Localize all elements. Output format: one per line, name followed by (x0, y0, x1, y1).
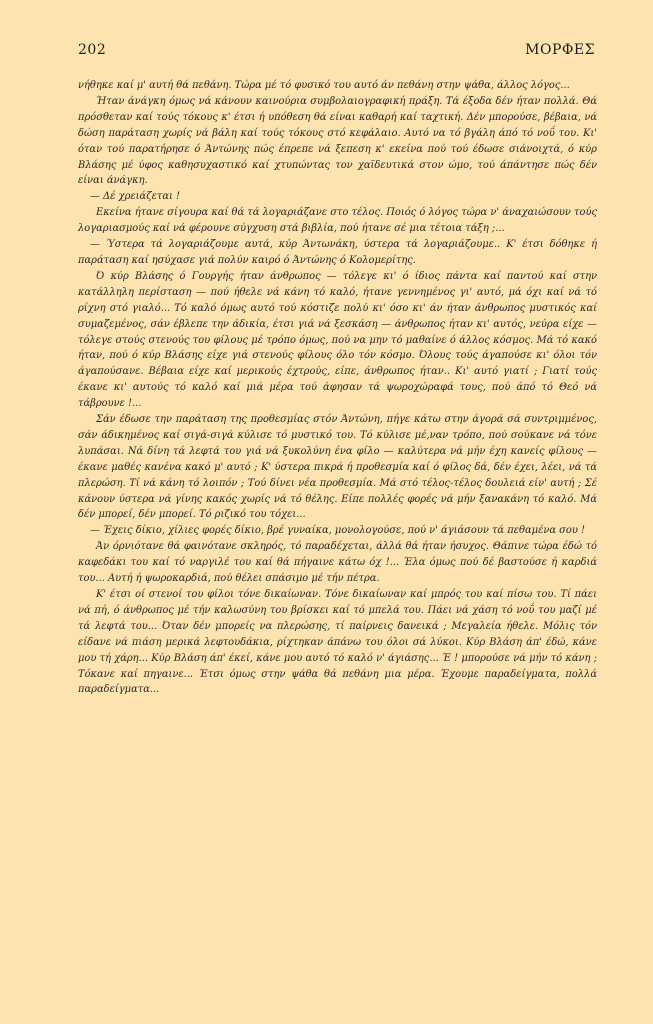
page-header (78, 42, 595, 58)
body-text (78, 78, 597, 698)
paragraph: Ό κύρ Βλάσης ό Γουργής ήταν άνθρωπος — τόλεγε κι' ό ίδιος πάντα καί παντού καί στην κατάλληλη περίσταση — πού ήθελε νά κάνη τό καλό, ήτανε γεννημένος γι' αυτό, μά όχι καί νά τό ρίχνη στό γιαλό... Τό καλό όμως αυτό τού κόστιζε πολύ κι' όσο κι' άν ήταν άνθρωπος μυστικός καί συμαζεμένος, σάν έβλεπε την άδικία, έτσι γιά νά ξεσκάση — άνθρωπος ήταν κι' αυτός, νεύρα είχε — τόλεγε στούς στενούς του φίλους μέ τρόπο όμως, πού να μην τό μαθαίνε ό άλλος κόσμος. Μά τό κακό ήταν, πού ό κύρ Βλάσης είχε γιά στενούς φίλους όλο τόν κόσμο. Όλους τούς άγαπούσε κι' όλοι τόν άγαπούσανε. Βέβαια είχε καί μερικούς έχτρούς, είπε, άνθρωπος ήταν.. Κι' αυτό γιατί ; Γιατί τούς έκανε κι' αυτούς τό καλό καί μιά μέρα τού άφησαν τά ψωροχώραφά τους, πού άπό τό Θεό νά τάβρουνε !... (78, 270, 597, 410)
paragraph: Σάν έδωσε την παράταση της προθεσμίας στόν Άντώνη, πήγε κάτω στην άγορά σά συντριμμένος, σάν άδικημένος καί σιγά-σιγά κύλισε τό μυστικό του. Τό κύλισε μέ,ναν τρόπο, πού σούκανε νά τόνε λυπάσαι. Νά δίνη τά λεφτά του γιά νά ξυκολύνη ένα φίλο — καλύτερα νά μήν έχη κανείς φίλους — έκανε μαθές κανένα κακό μ' αυτό ; Κ' ύστερα πικρά ή προθεσμία καί ό φίλος δά, δέν έχει, λέει, νά τά πλερώση. Τί νά κάνη τό λοιπόν ; Τού δίνει νέα προθεσμία. Μά στό τέλος-τέλος δουλειά είν' αυτή ; Σέ κάνουν ύστερα νά γίνης κακός χωρίς νά τό θέλης. Είπε πολλές φορές νά μήν ξανακάνη τό καλό. Μά δέν μπορεί, δέν μπορεί. Τό ριζικό του τόχει... (78, 414, 597, 521)
paragraph: Άν όρνιότανε θά φαινότανε σκληρός, τό παραδέχεται, άλλά θά ήταν ήσυχος. Θάπινε τώρα έδώ τό καφεδάκι του καί τό ναργιλέ του καί θά πήγαινε κάτω όχ !... Έλα όμως πού δέ βαστούσε ή καρδιά του... Αυτή ή ψωροκαρδιά, πού θέλει σπάσιμο μέ τήν πέτρα. (78, 541, 597, 585)
paragraph: Κ' έτσι οί στενοί του φίλοι τόνε δικαίωναν. Τόνε δικαίωναν καί μπρός του καί πίσω του. Τί πάει νά πή, ό άνθρωπος μέ τήν καλωσύνη του βρίσκει καί τό μπελά του. Πάει νά χάση τό νοΰ του μαζί μέ τά λεφτά του... Όταν δέν μπορείς να πλερώσης, τί παίρνεις δανεικά ; Μεγαλεία ήθελε. Μόλις τόν είδανε νά πιάση μερικά λεφτουδάκια, ρίχτηκαν άπάνω του όλοι σά λύκοι. Κύρ Βλάση άπ' έδώ, κάνε μου τή χάρη... Κύρ Βλάση άπ' έκεί, κάνε μου αυτό τό καλό ν' άγιάσης... Έ ! μπορούσε νά μήν τό κάνη ; Τόκανε καί πηγαινε... Έτσι όμως στην ψάθα θά πεθάνη μια μέρα. Έχουμε παραδείγματα, πολλά παραδείγματα... (78, 589, 597, 696)
paragraph: νήθηκε καί μ' αυτή θά πεθάνη. Τώρα μέ τό φυσικό του αυτό άν πεθάνη στην ψάθα, άλλος λόγος... (78, 80, 570, 91)
journal-title: ΜΟΡΦΕΣ (525, 42, 595, 58)
dialogue-line: — Ύστερα τά λογαριάζουμε αυτά, κύρ Άντωνάκη, ύστερα τά λογαριάζουμε.. Κ' έτσι δόθηκε ή παράταση καί ησύχασε γιά πολύν καιρό ό Άντώνης ό Κολομερίτης. (78, 239, 597, 266)
page-number: 202 (78, 42, 107, 58)
paragraph: Εκείνα ήτανε σίγουρα καί θά τά λογαριάζανε στο τέλος. Ποιός ό λόγος τώρα ν' άναχαιώσουν τούς λογαριασμούς καί νά φέρουνε σύγχυση στά βιβλία, πού ήτανε σέ μια τέτοια τάξη ;... (78, 207, 597, 235)
dialogue-line: — Έχεις δίκιο, χίλιες φορές δίκιο, βρέ γυναίκα, μονολογούσε, πού ν' άγιάσουν τά πεθαμένα σου ! (90, 525, 585, 537)
dialogue-line: — Δέ χρειάζεται ! (90, 191, 180, 203)
paragraph: Ήταν άνάγκη όμως νά κάνουν καινούρια συμβολαιογραφική πράξη. Τά έξοδα δέν ήταν πολλά. Θά πρόσθεταν καί τούς τόκους κ' έτσι ή υπόθεση θά είναι καθαρή καί ταχτική. Δέν μπορούσε, βέβαια, νά δώση παράταση χωρίς νά βάλη καί τούς τόκους στό κεφάλαιο. Αυτό να τό βγάλη άπό τό νοΰ του. Κι' όταν τού παρατήρησε ό Άντώνης πώς έπρεπε νά ξεπεση κ' εκείνα πού τού έδωσε σιάνοιχτά, ό κύρ Βλάσης μέ ύφος καθησυχαστικό καί χτυπώντας τον χαϊδευτικά στον ώμο, τού άπάντησε πώς δέν είναι άνάγκη. (78, 95, 597, 187)
